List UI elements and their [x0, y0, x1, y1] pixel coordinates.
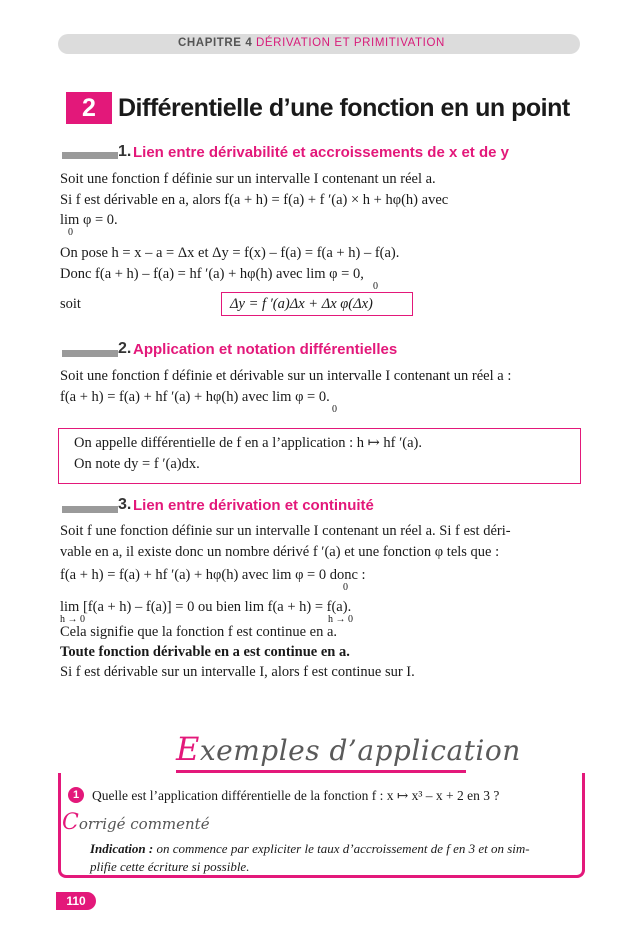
limit-subscript: h → 0: [328, 614, 353, 625]
examples-title: [176, 730, 521, 768]
text-line: Soit f une fonction définie sur un intervalle I contenant un réel a. Si f est déri-: [60, 523, 511, 539]
subsection-title: Lien entre dérivabilité et accroissements de x et de y: [133, 144, 509, 161]
text-line: Soit une fonction f définie sur un intervalle I contenant un réel a.: [60, 171, 436, 187]
section-title: Différentielle d’une fonction en un point: [118, 94, 570, 122]
limit-subscript: 0: [373, 281, 378, 292]
chapter-title: DÉRIVATION ET PRIMITIVATION: [256, 37, 445, 49]
definition-line: On appelle différentielle de f en a l’application : h ↦ hf ′(a).: [74, 435, 423, 451]
section-number: 2: [82, 94, 96, 122]
question-text: Quelle est l’application différentielle de la fonction f : x ↦ x³ – x + 2 en 3 ?: [92, 788, 500, 803]
soit-label: soit: [60, 296, 81, 312]
indication-label: Indication :: [90, 841, 154, 856]
corrige-rest: orrigé commenté: [78, 815, 210, 833]
subsection-number: 3.: [118, 496, 132, 513]
text-line: f(a + h) = f(a) + hf ′(a) + hφ(h) avec lim φ = 0 donc :: [60, 567, 366, 583]
indication-line: [90, 840, 530, 858]
text-line: Si f est dérivable en a, alors f(a + h) = f(a) + f ′(a) × h + hφ(h) avec: [60, 192, 449, 208]
text-line: Cela signifie que la fonction f est continue en a.: [60, 624, 338, 640]
limit-subscript: 0: [343, 582, 348, 593]
examples-title-initial: E: [176, 730, 200, 768]
text-line: Si f est dérivable sur un intervalle I, alors f est continue sur I.: [60, 664, 415, 680]
examples-title-rest: xemples d’application: [199, 734, 521, 767]
limit-subscript: 0: [68, 227, 73, 238]
text-line: Donc f(a + h) – f(a) = hf ′(a) + hφ(h) avec lim φ = 0,: [60, 266, 364, 282]
chapter-label: CHAPITRE 4: [178, 37, 253, 49]
subsection-number: 1.: [118, 143, 132, 160]
bold-statement: Toute fonction dérivable en a est continue en a.: [60, 644, 350, 660]
definition-line: On note dy = f ′(a)dx.: [74, 456, 200, 472]
corrige-heading: [62, 810, 210, 835]
corrige-initial: C: [62, 810, 79, 835]
indication-text: on commence par expliciter le taux d’accroissement de f en 3 et on sim-: [156, 841, 530, 856]
text-line: f(a + h) = f(a) + hf ′(a) + hφ(h) avec lim φ = 0.: [60, 389, 330, 405]
question-number-badge: 1: [68, 787, 84, 803]
text-line: Soit une fonction f définie et dérivable sur un intervalle I contenant un réel a :: [60, 368, 512, 384]
subsection-number: 2.: [118, 340, 132, 357]
limit-subscript: h → 0: [60, 614, 85, 625]
text-line: vable en a, il existe donc un nombre dérivé f ′(a) et une fonction φ tels que :: [60, 544, 500, 560]
key-formula: Δy = f ′(a)Δx + Δx φ(Δx): [230, 296, 373, 312]
page-number: 110: [66, 894, 86, 908]
text-line: On pose h = x – a = Δx et Δy = f(x) – f(a) = f(a + h) – f(a).: [60, 245, 400, 261]
indication-line: plifie cette écriture si possible.: [90, 859, 250, 874]
text-line: lim [f(a + h) – f(a)] = 0 ou bien lim f(a + h) = f(a).: [60, 599, 352, 615]
subsection-bar: [62, 506, 118, 513]
subsection-bar: [62, 350, 118, 357]
limit-subscript: 0: [332, 404, 337, 415]
text-line: lim φ = 0.: [60, 212, 118, 228]
subsection-title: Application et notation différentielles: [133, 341, 398, 358]
subsection-bar: [62, 152, 118, 159]
subsection-title: Lien entre dérivation et continuité: [133, 497, 374, 514]
